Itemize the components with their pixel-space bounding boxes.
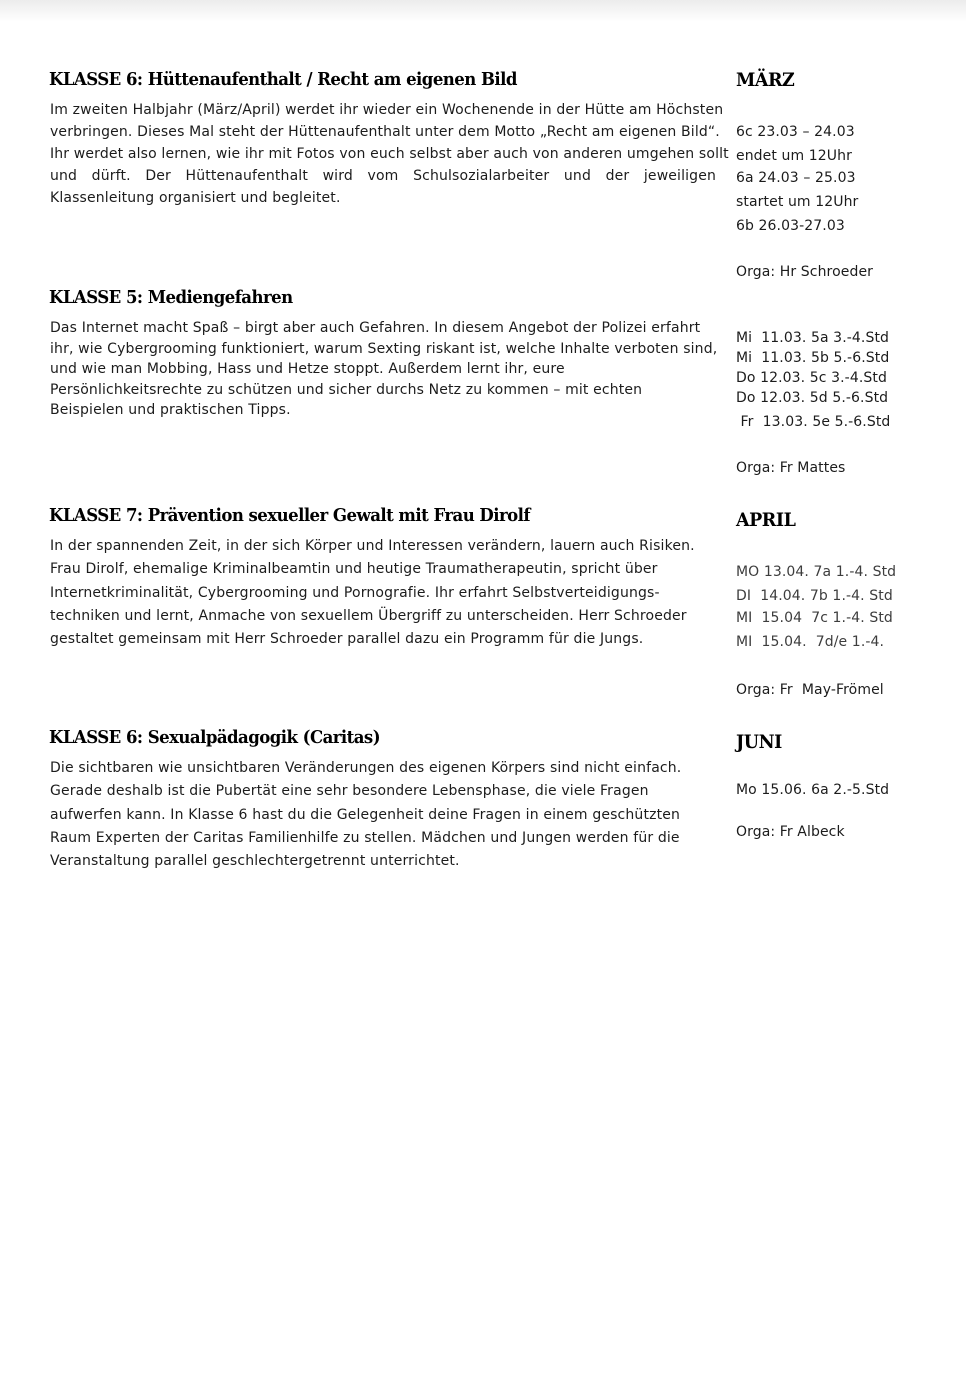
text-line: Das Internet macht Spaß – birgt aber auch Gefahren. In diesem Angebot der Polizei erfahrt (50, 320, 701, 336)
text-line: Beispielen und praktischen Tipps. (50, 402, 291, 418)
schedule-item: Do 12.03. 5c 3.-4.Std (736, 370, 887, 386)
schedule-item: DI 14.04. 7b 1.-4. Std (736, 588, 893, 604)
schedule-heading-april: APRIL (736, 509, 796, 531)
text-line: und dürft. Der Hüttenaufenthalt wird vom Schulsozialarbeiter und der jeweiligen (50, 168, 716, 184)
text-line: aufwerfen kann. In Klasse 6 hast du die Gelegenheit deine Fragen in einem geschützten (50, 806, 681, 823)
text-line: Die sichtbaren wie unsichtbaren Veränderungen des eigenen Körpers sind nicht einfach. (50, 760, 682, 776)
section-heading-huette: KLASSE 6: Hüttenaufenthalt / Recht am eigenen Bild (49, 69, 517, 90)
top-shadow (0, 0, 966, 22)
schedule-item: MI 15.04 7c 1.-4. Std (736, 610, 893, 626)
section-text-medien (50, 318, 716, 421)
schedule-item: Fr 13.03. 5e 5.-6.Std (736, 414, 891, 430)
schedule-item: 6b 26.03-27.03 (736, 218, 845, 234)
text-line: Persönlichkeitsrechte zu schützen und sicher durchs Netz zu kommen – mit echten (50, 381, 643, 398)
section-heading-praevention: KLASSE 7: Prävention sexueller Gewalt mit Frau Dirolf (49, 505, 530, 526)
text-line: Raum Experten der Caritas Familienhilfe zu stellen. Mädchen und Jungen werden für die (50, 829, 680, 846)
schedule-item: Mi 11.03. 5a 3.-4.Std (736, 330, 890, 346)
schedule-item: 6c 23.03 – 24.03 (736, 124, 855, 140)
text-line: ihr, wie Cybergrooming funktioniert, warum Sexting riskant ist, welche Inhalte verboten sind, (50, 340, 718, 357)
text-line: Ihr werdet also lernen, wie ihr mit Fotos von euch selbst aber auch von anderen umgehen sollt (50, 146, 729, 162)
text-line: Veranstaltung parallel geschlechtergetrennt unterrichtet. (50, 853, 460, 870)
text-line: gestaltet gemeinsam mit Herr Schroeder parallel dazu ein Programm für die Jungs. (50, 631, 644, 648)
section-text-huette (50, 99, 729, 209)
text-line: verbringen. Dieses Mal steht der Hüttenaufenthalt unter dem Motto „Recht am eigenen Bild“. (50, 124, 720, 140)
text-line: Gerade deshalb ist die Pubertät eine sehr besondere Lebensphase, die viele Fragen (50, 783, 649, 800)
schedule-item: MI 15.04. 7d/e 1.-4. (736, 634, 885, 650)
schedule-item: MO 13.04. 7a 1.-4. Std (736, 564, 897, 580)
schedule-orga: Orga: Fr Albeck (736, 824, 845, 840)
schedule-item: Do 12.03. 5d 5.-6.Std (736, 390, 889, 406)
text-line: In der spannenden Zeit, in der sich Körper und Interessen verändern, lauern auch Risiken. (50, 538, 695, 554)
schedule-item: Mi 11.03. 5b 5.-6.Std (736, 350, 890, 366)
section-heading-sexualpaedagogik: KLASSE 6: Sexualpädagogik (Caritas) (49, 727, 380, 748)
text-line: und wie man Mobbing, Hass und Hetze stoppt. Außerdem lernt ihr, eure (50, 361, 565, 377)
schedule-item: Mo 15.06. 6a 2.-5.Std (736, 782, 890, 798)
schedule-heading-juni: JUNI (736, 731, 782, 753)
text-line: techniken und lernt, Anmache von sexuellem Übergriff zu unterscheiden. Herr Schroeder (50, 607, 687, 624)
text-line: Im zweiten Halbjahr (März/April) werdet ihr wieder ein Wochenende in der Hütte am Höchsten (50, 102, 724, 118)
text-line: Frau Dirolf, ehemalige Kriminalbeamtin und heutige Traumatherapeutin, spricht über (50, 561, 658, 578)
schedule-item: startet um 12Uhr (736, 194, 859, 210)
schedule-heading-maerz: MÄRZ (736, 69, 795, 91)
section-text-sexualpaedagogik (50, 757, 716, 873)
text-line: Internetkriminalität, Cybergrooming und Pornografie. Ihr erfahrt Selbstverteidigungs- (50, 584, 660, 601)
schedule-orga: Orga: Hr Schroeder (736, 264, 874, 280)
text-line: Klassenleitung organisiert und begleitet. (50, 190, 341, 206)
section-text-praevention (50, 535, 716, 651)
section-heading-medien: KLASSE 5: Mediengefahren (49, 287, 293, 308)
schedule-orga: Orga: Fr Mattes (736, 460, 846, 476)
schedule-item: endet um 12Uhr (736, 148, 852, 164)
schedule-orga: Orga: Fr May-Frömel (736, 682, 884, 698)
schedule-item: 6a 24.03 – 25.03 (736, 170, 856, 186)
